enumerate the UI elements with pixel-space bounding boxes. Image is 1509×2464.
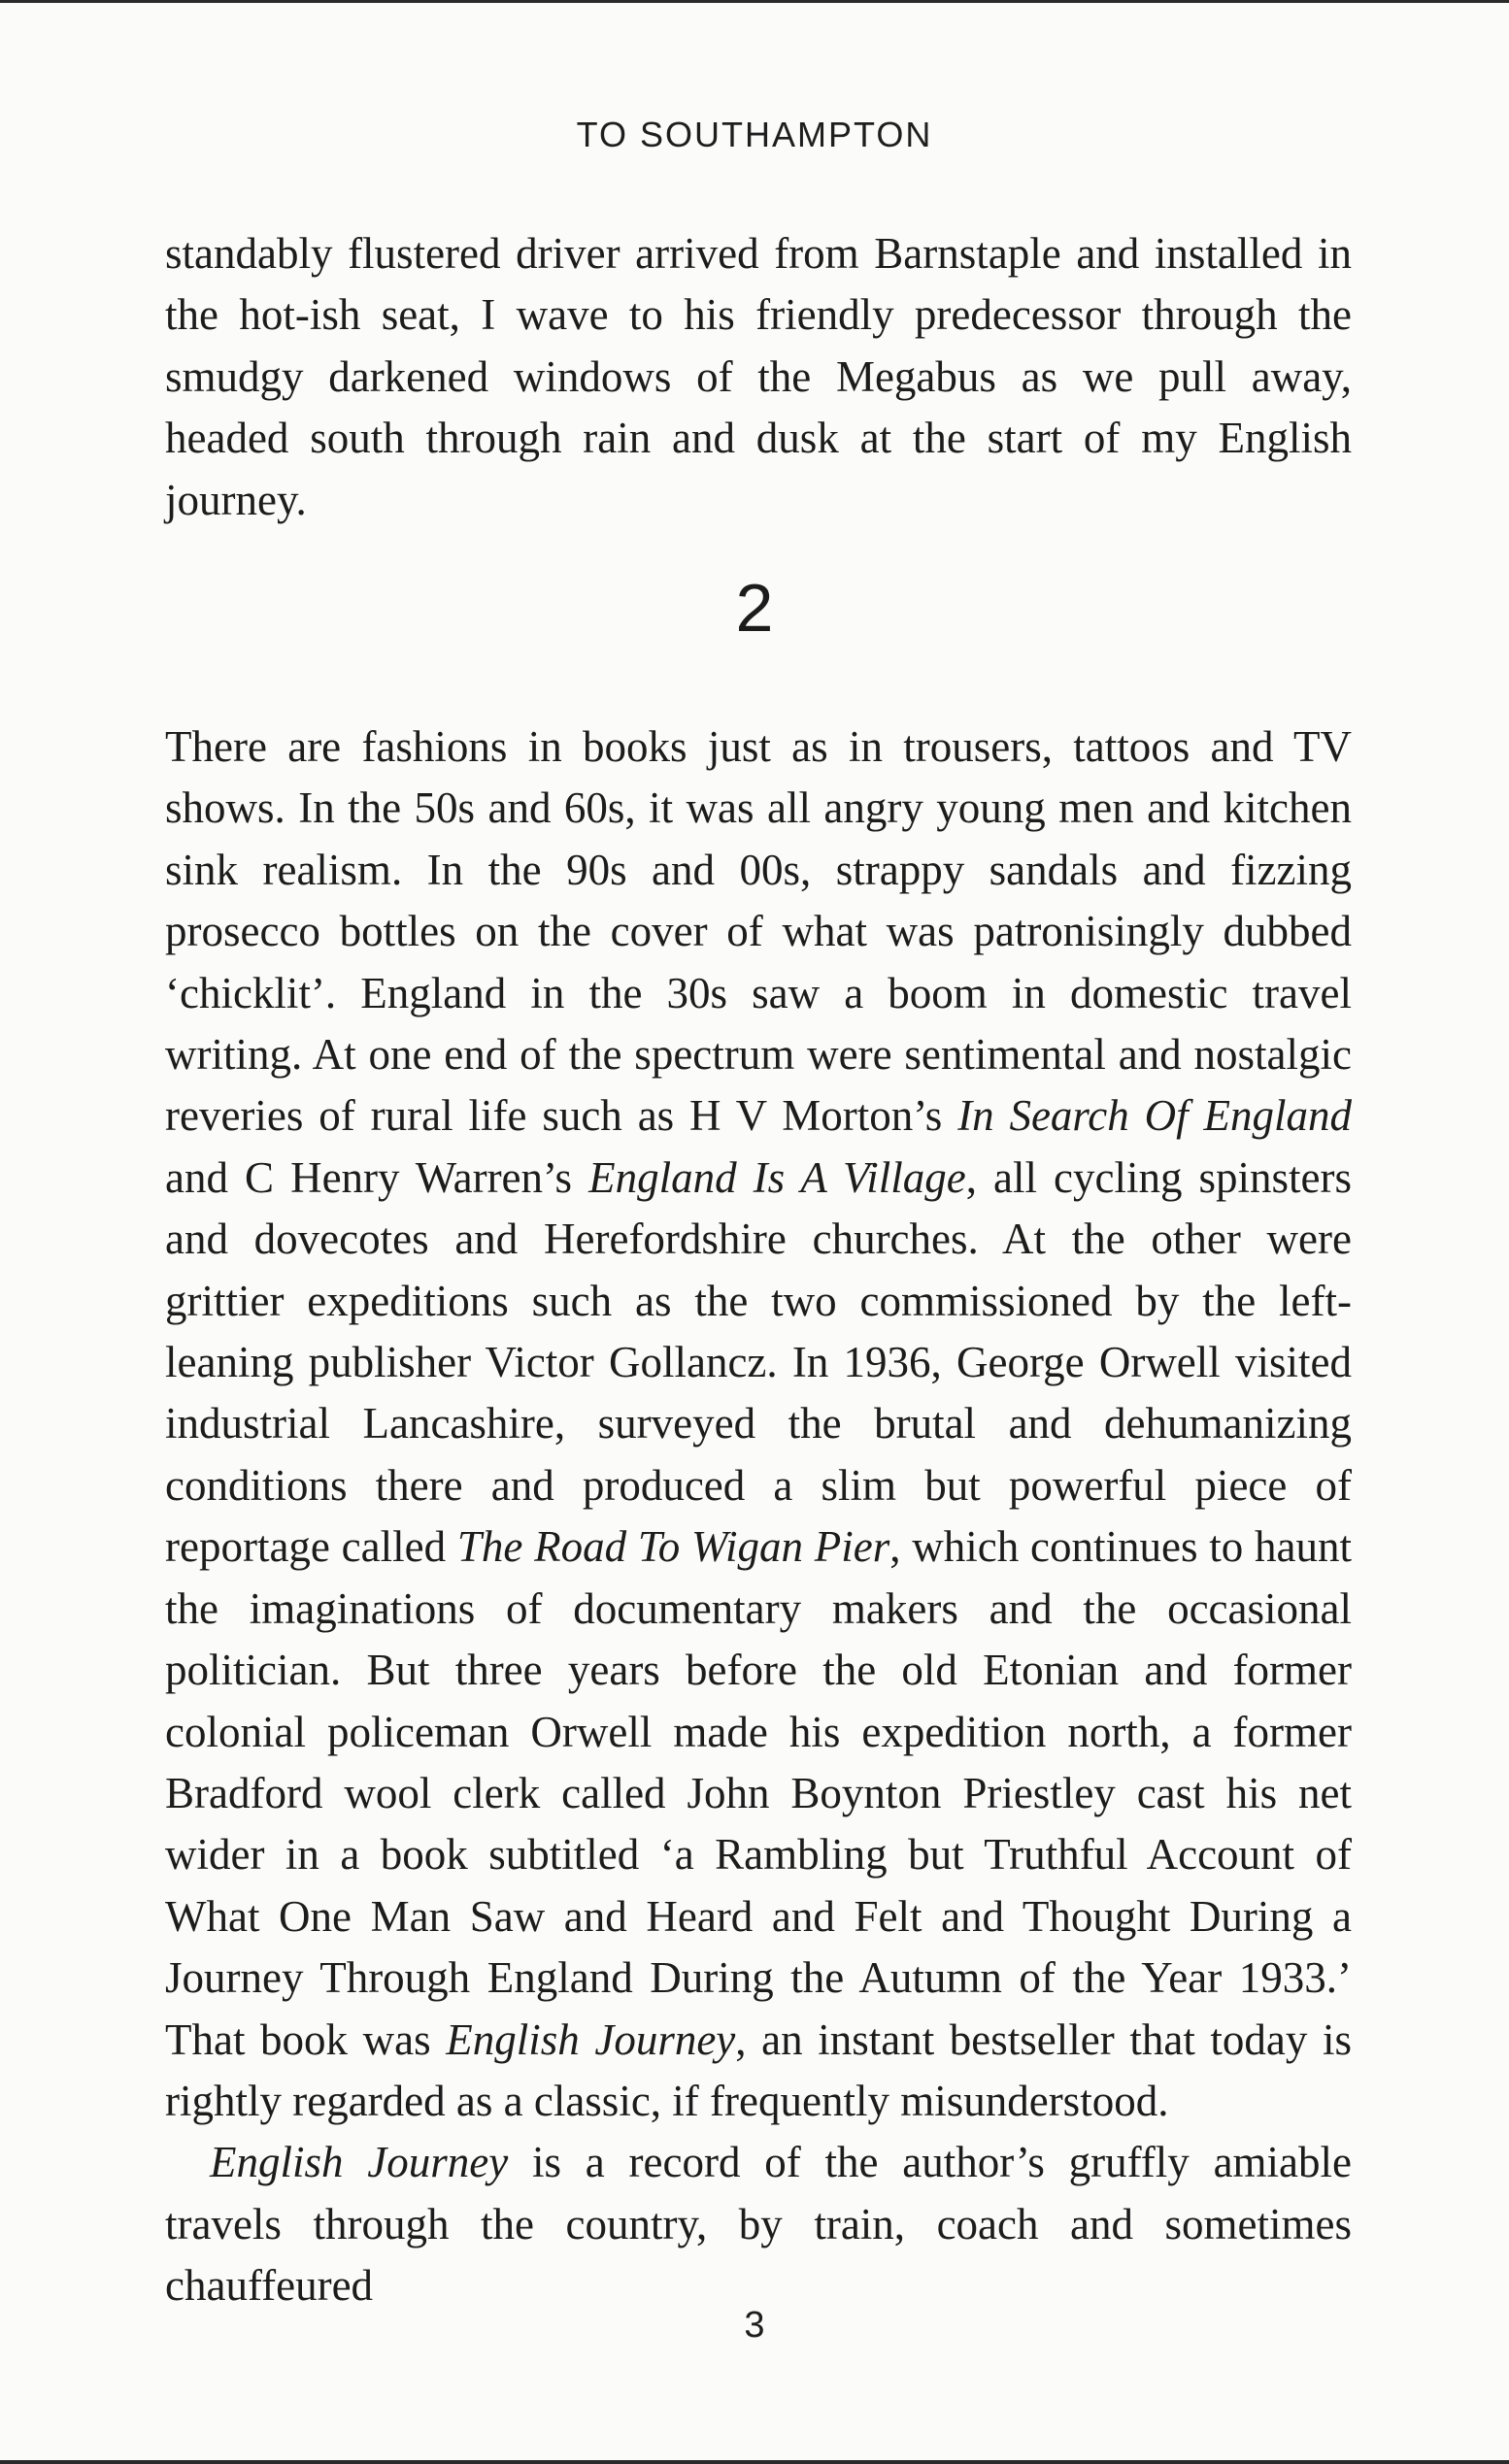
page-top-edge [0,0,1509,3]
text-run: and C Henry Warren’s [165,1152,589,1202]
text-run: , all cycling spinsters and dovecotes and Herefordshire churches. At the other were grittier expeditions such as the two commissioned by the left-leaning publisher Victor Gollancz. In 1936, George Orwell visited industrial Lancashire, surveyed the brutal and dehumanizing conditions there and produced a slim but powerful piece of reportage called [165,1152,1352,1572]
chapter-number: 2 [735,570,774,646]
text-run: is a record of the author’s gruffly amiable travels through the country, by train, coach and sometimes chauffeured [165,2138,1352,2311]
page-bottom-edge [0,2460,1509,2464]
book-title-english-journey: English Journey [210,2138,509,2187]
book-title-in-search-of-england: In Search Of England [957,1091,1353,1141]
opening-text-block [165,223,1352,531]
running-head: TO SOUTHAMPTON [576,115,933,154]
body-paragraph-2 [165,2132,1352,2316]
text-run: , which continues to haunt the imaginations of documentary makers and the occasional politician. But three years before the old Etonian and former colonial policeman Orwell made his expedition north, a former Bradford wool clerk called John Boynton Priestley cast his net wider in a book subtitled ‘a Rambling but Truthful Account of What One Man Saw and Heard and Felt and Thought During a Journey Through England During the Autumn of the Year 1933.’ That book was [165,1522,1352,2064]
text-run: There are fashions in books just as in trousers, tattoos and TV shows. In the 50s and 60s, it was all angry young men and kitchen sink realism. In the 90s and 00s, strappy sandals and fizzing prosecco bottles on the cover of what was patronisingly dubbed ‘chicklit’. England in the 30s saw a boom in domestic travel writing. At one end of the spectrum were sentimental and nostalgic reveries of rural life such as H V Morton’s [165,722,1352,1141]
opening-paragraph: standably flustered driver arrived from Barnstaple and installed in the hot-ish seat, I wave to his friendly predecessor through the smudgy darkened windows of the Megabus as we pull away, headed south through rain and dusk at the start of my English journey. [165,229,1352,524]
text-run: , an instant bestseller that today is rightly regarded as a classic, if frequently misunderstood. [165,2014,1353,2125]
book-title-england-is-a-village: England Is A Village [588,1152,966,1202]
book-title-road-to-wigan-pier: The Road To Wigan Pier [456,1522,890,1572]
book-title-english-journey: English Journey [446,2014,736,2064]
chapter-body [165,716,1352,2317]
body-paragraph-1 [165,716,1352,2132]
page-number: 3 [744,2305,765,2346]
